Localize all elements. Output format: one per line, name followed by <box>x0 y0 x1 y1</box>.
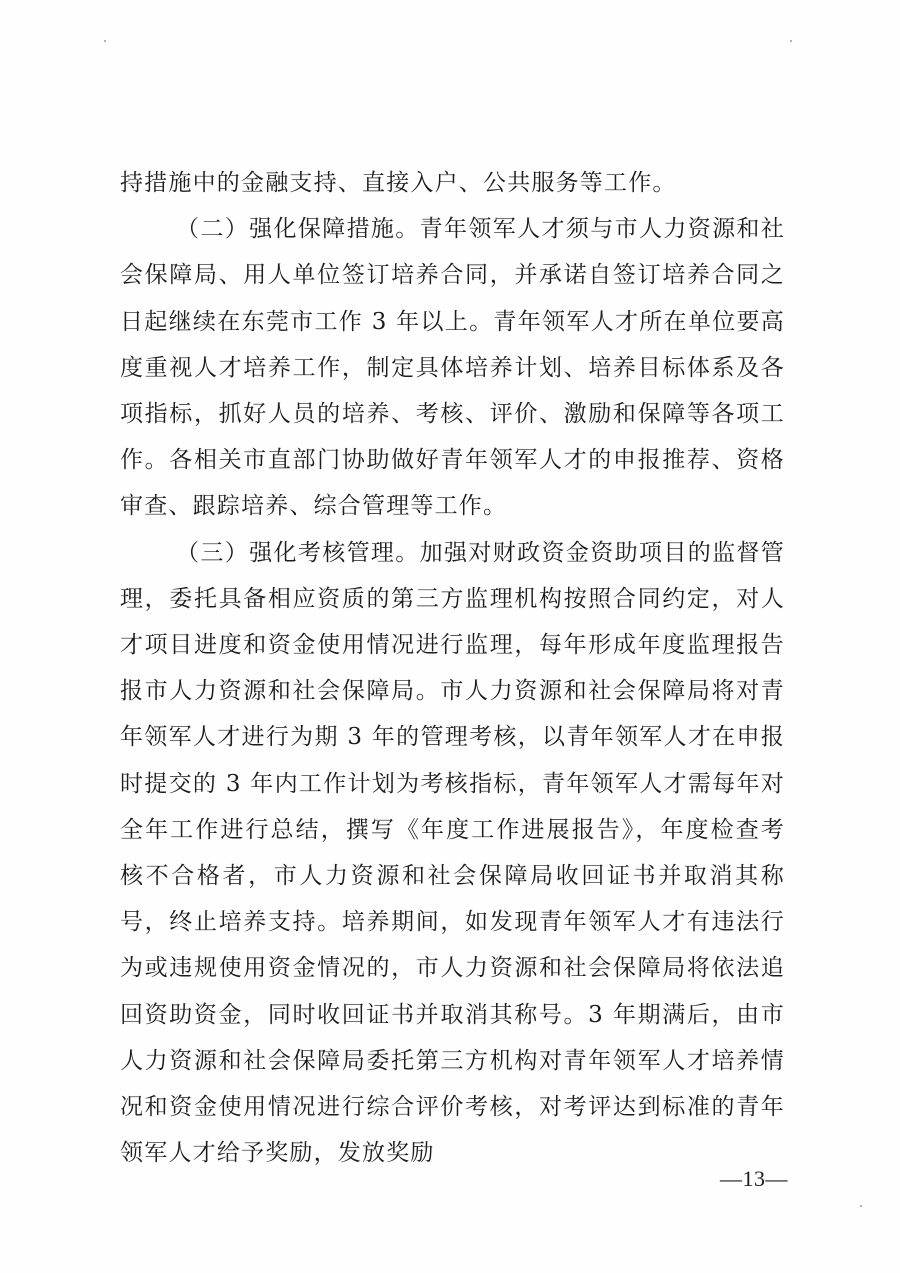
page-number: —13— <box>720 1166 788 1191</box>
paragraph-continuation: 持措施中的金融支持、直接入户、公共服务等工作。 <box>120 170 677 196</box>
scan-speck <box>790 40 792 42</box>
scan-speck <box>860 1205 862 1207</box>
paragraph-section-two: （二）强化保障措施。青年领军人才须与市人力资源和社会保障局、用人单位签订培养合同，并承诺自签订培养合同之日起继续在东莞市工作 3 年以上。青年领军人才所在单位要高度重视人才培养工作，制定具体培养计划、培养目标体系及各项指标，抓好人员的培养、考核、评价、激励和保障等各项工作。各相关市直部门协助做好青年领军人才的申报推荐、资格审查、跟踪培养、综合管理等工作。 <box>120 216 785 520</box>
scan-speck <box>104 40 106 42</box>
body-text <box>120 160 785 1176</box>
paragraph-section-three: （三）强化考核管理。加强对财政资金资助项目的监督管理，委托具备相应资质的第三方监理机构按照合同约定，对人才项目进度和资金使用情况进行监理，每年形成年度监理报告报市人力资源和社会保障局。市人力资源和社会保障局将对青年领军人才进行为期 3 年的管理考核，以青年领军人才在申报时提交的 3 年内工作计划为考核指标，青年领军人才需每年对全年工作进行总结，撰写《年度工作进展报告》，年度检查考核不合格者，市人力资源和社会保障局收回证书并取消其称号，终止培养支持。培养期间，如发现青年领军人才有违法行为或违规使用资金情况的，市人力资源和社会保障局将依法追回资助资金，同时收回证书并取消其称号。3 年期满后，由市人力资源和社会保障局委托第三方机构对青年领军人才培养情况和资金使用情况进行综合评价考核，对考评达到标准的青年领军人才给予奖励，发放奖励 <box>120 539 785 1167</box>
